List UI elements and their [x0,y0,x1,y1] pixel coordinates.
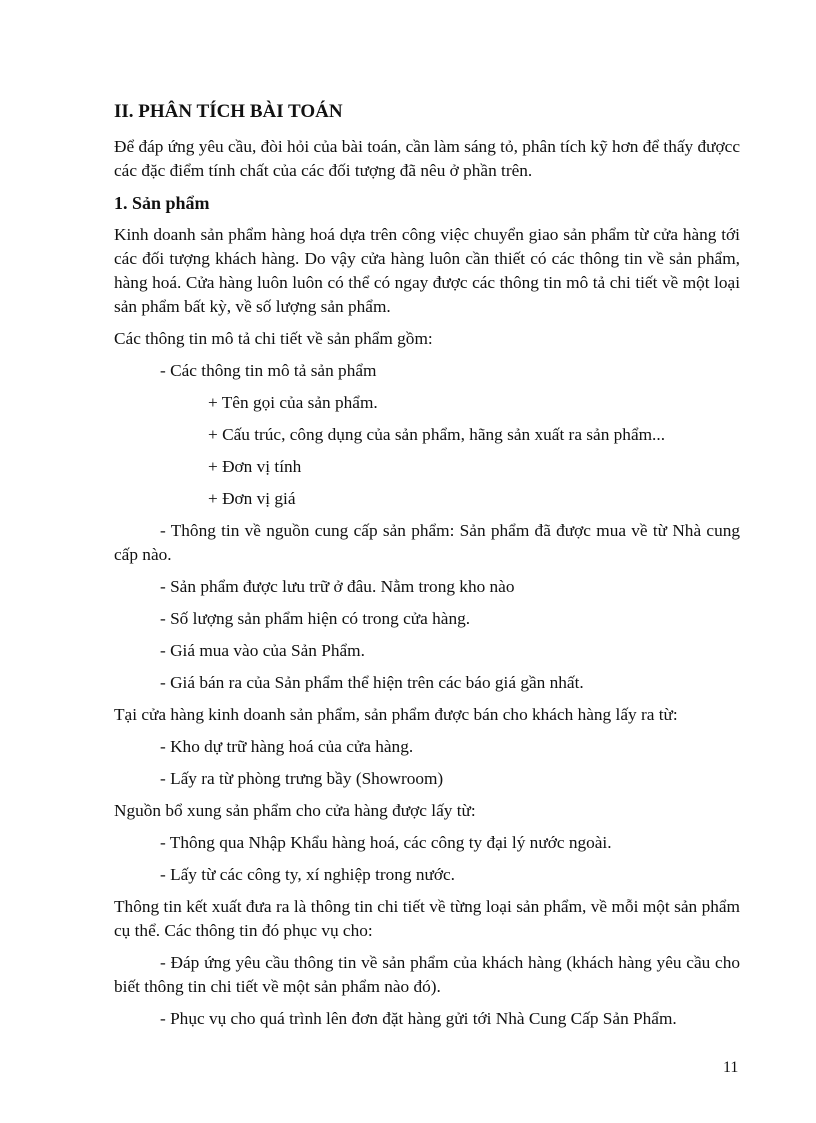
desc-item: + Đơn vị giá [208,489,296,508]
output-item: - Phục vụ cho quá trình lên đơn đặt hàng gửi tới Nhà Cung Cấp Sản Phẩm. [160,1009,677,1028]
supply-info: - Thông tin về nguồn cung cấp sản phẩm: Sản phẩm đã được mua về từ Nhà cung cấp nào. [114,521,740,564]
page-number: 11 [723,1059,739,1076]
restock-item: - Lấy từ các công ty, xí nghiệp trong nước. [160,865,456,884]
page-content [114,100,740,1039]
output-item: - Đáp ứng yêu cầu thông tin về sản phẩm của khách hàng (khách hàng yêu cầu cho biết thông tin chi tiết về một sản phẩm nào đó). [114,953,740,996]
details-intro: Các thông tin mô tả chi tiết về sản phẩm gồm: [114,329,433,348]
section-title: II. PHÂN TÍCH BÀI TOÁN [114,101,343,122]
desc-item: + Cấu trúc, công dụng của sản phẩm, hãng sản xuất ra sản phẩm... [208,425,666,444]
desc-item: + Tên gọi của sản phẩm. [208,393,378,412]
sales-intro: Tại cửa hàng kinh doanh sản phẩm, sản phẩm được bán cho khách hàng lấy ra từ: [114,705,678,724]
restock-item: - Thông qua Nhập Khẩu hàng hoá, các công ty đại lý nước ngoài. [160,833,612,852]
info-item: - Số lượng sản phẩm hiện có trong cửa hàng. [160,609,471,628]
sales-item: - Lấy ra từ phòng trưng bầy (Showroom) [160,769,444,788]
intro-paragraph: Để đáp ứng yêu cầu, đòi hỏi của bài toán, cần làm sáng tỏ, phân tích kỹ hơn để thấy đượcc các đặc điểm tính chất của các đối tượng đã nêu ở phần trên. [114,137,740,180]
info-item: - Giá mua vào của Sản Phẩm. [160,641,365,660]
restock-intro: Nguồn bổ xung sản phẩm cho cửa hàng được lấy từ: [114,801,476,820]
info-item: - Sản phẩm được lưu trữ ở đâu. Nằm trong kho nào [160,577,515,596]
info-item: - Giá bán ra của Sản phẩm thể hiện trên các báo giá gần nhất. [160,673,584,692]
output-intro: Thông tin kết xuất đưa ra là thông tin chi tiết về từng loại sản phẩm, về mỗi một sản phẩm cụ thể. Các thông tin đó phục vụ cho: [114,897,740,940]
sales-item: - Kho dự trữ hàng hoá của cửa hàng. [160,737,414,756]
product-paragraph: Kinh doanh sản phẩm hàng hoá dựa trên công việc chuyển giao sản phẩm từ cửa hàng tới các đối tượng khách hàng. Do vậy cửa hàng luôn cần thiết có các thông tin về sản phẩm, hàng hoá. Cửa hàng luôn luôn có thể có ngay được các thông tin mô tả chi tiết về một loại sản phẩm bất kỳ, về số lượng sản phẩm. [114,225,740,316]
desc-item: + Đơn vị tính [208,457,302,476]
subsection-title: 1. Sản phẩm [114,193,210,213]
desc-heading: - Các thông tin mô tả sản phẩm [160,361,377,380]
